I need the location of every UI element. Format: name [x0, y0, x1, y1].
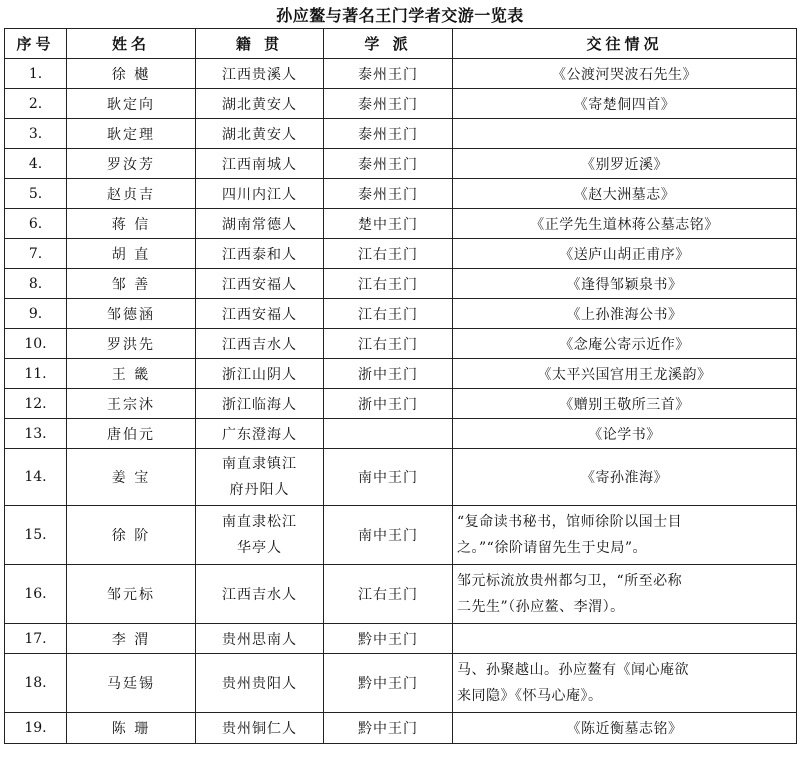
row-relation: 《别罗近溪》 — [453, 149, 797, 179]
table-row — [5, 239, 797, 269]
row-school: 泰州王门 — [324, 59, 453, 89]
row-origin: 广东澄海人 — [196, 419, 324, 449]
row-school: 江右王门 — [324, 239, 453, 269]
row-origin-line: 南直隶松江 — [222, 514, 297, 530]
row-origin: 江西安福人 — [196, 299, 324, 329]
table-row — [5, 59, 797, 89]
row-name: 陈 珊 — [67, 713, 196, 744]
row-name: 罗汝芳 — [67, 149, 196, 179]
row-relation-line: 邹元标流放贵州都匀卫，“所至必称 — [457, 573, 683, 589]
row-origin: 江西吉水人 — [196, 329, 324, 359]
table-row — [5, 389, 797, 419]
row-num: 1. — [5, 59, 67, 89]
row-relation: 《上孙淮海公书》 — [453, 299, 797, 329]
row-name: 姜 宝 — [67, 449, 196, 506]
table-row — [5, 654, 797, 713]
row-origin-line: 南直隶镇江 — [222, 456, 297, 472]
row-origin: 浙江临海人 — [196, 389, 324, 419]
table-row — [5, 299, 797, 329]
row-school: 浙中王门 — [324, 359, 453, 389]
row-origin: 贵州铜仁人 — [196, 713, 324, 744]
header-name: 姓名 — [67, 29, 196, 59]
row-name: 耿定向 — [67, 89, 196, 119]
table-row — [5, 329, 797, 359]
row-relation — [453, 506, 797, 565]
table-row — [5, 179, 797, 209]
row-origin — [196, 506, 324, 565]
row-origin: 江西贵溪人 — [196, 59, 324, 89]
row-num: 14. — [5, 449, 67, 506]
row-num: 17. — [5, 624, 67, 654]
row-name: 徐 樾 — [67, 59, 196, 89]
table-row — [5, 713, 797, 744]
row-name: 李 渭 — [67, 624, 196, 654]
row-relation-line: 来同隐》《怀马心庵》。 — [457, 688, 603, 704]
row-num: 8. — [5, 269, 67, 299]
row-relation: 《逢得邹颖泉书》 — [453, 269, 797, 299]
table-row — [5, 419, 797, 449]
row-origin: 江西南城人 — [196, 149, 324, 179]
row-relation: 《赵大洲墓志》 — [453, 179, 797, 209]
row-name: 唐伯元 — [67, 419, 196, 449]
row-relation: 《寄楚侗四首》 — [453, 89, 797, 119]
table-row — [5, 506, 797, 565]
row-school: 江右王门 — [324, 329, 453, 359]
row-num: 10. — [5, 329, 67, 359]
row-relation: 《赠别王敬所三首》 — [453, 389, 797, 419]
row-relation-line: 二先生”（孙应鳌、李渭）。 — [457, 599, 625, 615]
row-school: 浙中王门 — [324, 389, 453, 419]
row-name: 蒋 信 — [67, 209, 196, 239]
row-relation: 《太平兴国宫用王龙溪韵》 — [453, 359, 797, 389]
table-row — [5, 119, 797, 149]
row-relation: 《论学书》 — [453, 419, 797, 449]
row-num: 7. — [5, 239, 67, 269]
row-name: 王 畿 — [67, 359, 196, 389]
row-origin — [196, 449, 324, 506]
row-num: 6. — [5, 209, 67, 239]
row-origin: 浙江山阴人 — [196, 359, 324, 389]
row-origin: 贵州贵阳人 — [196, 654, 324, 713]
table-row — [5, 449, 797, 506]
row-name: 王宗沐 — [67, 389, 196, 419]
table-row — [5, 149, 797, 179]
table-row — [5, 565, 797, 624]
row-relation: 《正学先生道林蒋公墓志铭》 — [453, 209, 797, 239]
row-school: 楚中王门 — [324, 209, 453, 239]
row-origin: 湖南常德人 — [196, 209, 324, 239]
row-relation-line: “复命读书秘书，馆师徐阶以国士目 — [457, 514, 683, 530]
row-name: 胡 直 — [67, 239, 196, 269]
row-school: 南中王门 — [324, 506, 453, 565]
row-name: 罗洪先 — [67, 329, 196, 359]
header-relation: 交往情况 — [453, 29, 797, 59]
row-num: 15. — [5, 506, 67, 565]
row-origin: 江西安福人 — [196, 269, 324, 299]
row-name: 马廷锡 — [67, 654, 196, 713]
scholar-table — [4, 28, 797, 744]
row-origin: 湖北黄安人 — [196, 119, 324, 149]
row-school: 黔中王门 — [324, 654, 453, 713]
row-relation — [453, 565, 797, 624]
row-school: 江右王门 — [324, 565, 453, 624]
row-origin: 江西吉水人 — [196, 565, 324, 624]
table-row — [5, 209, 797, 239]
row-num: 18. — [5, 654, 67, 713]
row-num: 19. — [5, 713, 67, 744]
row-school: 黔中王门 — [324, 713, 453, 744]
row-origin: 湖北黄安人 — [196, 89, 324, 119]
row-num: 5. — [5, 179, 67, 209]
row-relation: 《陈近衡墓志铭》 — [453, 713, 797, 744]
row-origin: 江西泰和人 — [196, 239, 324, 269]
row-relation-line: 之。”“徐阶请留先生于史局”。 — [457, 540, 647, 556]
row-relation — [453, 119, 797, 149]
table-row — [5, 624, 797, 654]
row-num: 11. — [5, 359, 67, 389]
row-name: 赵贞吉 — [67, 179, 196, 209]
row-origin: 四川内江人 — [196, 179, 324, 209]
row-school: 泰州王门 — [324, 149, 453, 179]
row-origin-line: 府丹阳人 — [229, 482, 290, 498]
header-origin: 籍 贯 — [196, 29, 324, 59]
row-relation: 《送庐山胡正甫序》 — [453, 239, 797, 269]
row-num: 9. — [5, 299, 67, 329]
row-school: 南中王门 — [324, 449, 453, 506]
table-row — [5, 269, 797, 299]
row-relation: 《念庵公寄示近作》 — [453, 329, 797, 359]
row-origin: 贵州思南人 — [196, 624, 324, 654]
row-name: 耿定理 — [67, 119, 196, 149]
header-row — [5, 29, 797, 59]
row-num: 12. — [5, 389, 67, 419]
row-origin-line: 华亭人 — [237, 540, 282, 556]
row-name: 邹元标 — [67, 565, 196, 624]
row-school: 泰州王门 — [324, 119, 453, 149]
row-num: 4. — [5, 149, 67, 179]
row-school: 泰州王门 — [324, 89, 453, 119]
row-num: 2. — [5, 89, 67, 119]
table-row — [5, 89, 797, 119]
row-relation: 《寄孙淮海》 — [453, 449, 797, 506]
row-num: 3. — [5, 119, 67, 149]
header-num: 序号 — [5, 29, 67, 59]
row-school: 江右王门 — [324, 269, 453, 299]
row-name: 邹德涵 — [67, 299, 196, 329]
row-school: 黔中王门 — [324, 624, 453, 654]
row-num: 13. — [5, 419, 67, 449]
row-relation — [453, 654, 797, 713]
row-school — [324, 419, 453, 449]
row-school: 江右王门 — [324, 299, 453, 329]
row-relation — [453, 624, 797, 654]
row-name: 邹 善 — [67, 269, 196, 299]
row-num: 16. — [5, 565, 67, 624]
table-row — [5, 359, 797, 389]
row-relation-line: 马、孙聚越山。孙应鳌有《闻心庵欲 — [457, 662, 689, 678]
table-title: 孙应鳌与著名王门学者交游一览表 — [276, 6, 524, 25]
row-name: 徐 阶 — [67, 506, 196, 565]
row-school: 泰州王门 — [324, 179, 453, 209]
header-school: 学 派 — [324, 29, 453, 59]
row-relation: 《公渡河哭波石先生》 — [453, 59, 797, 89]
